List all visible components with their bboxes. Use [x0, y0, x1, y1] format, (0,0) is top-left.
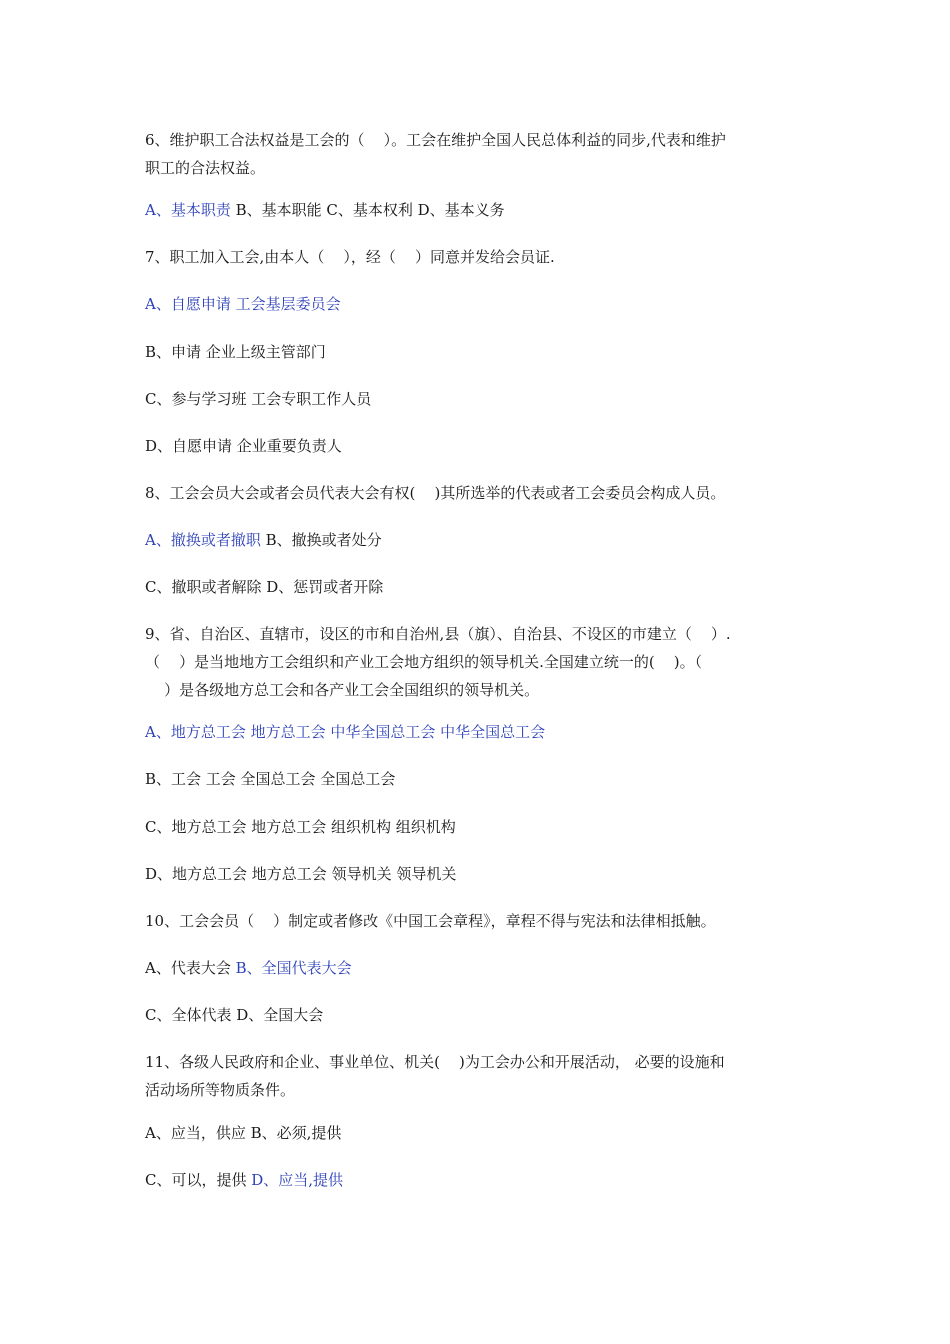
text-span: C、可以，提供 — [145, 1171, 252, 1189]
text-span: B、工会 工会 全国总工会 全国总工会 — [145, 770, 396, 788]
text-block — [145, 954, 817, 982]
text-block — [145, 1166, 817, 1194]
text-block — [145, 290, 817, 318]
highlighted-answer: A、撤换或者撤职 — [145, 531, 261, 549]
text-line — [145, 479, 817, 507]
highlighted-answer: A、自愿申请 工会基层委员会 — [145, 295, 341, 313]
text-line — [145, 1119, 817, 1147]
text-line — [145, 338, 817, 366]
text-block — [145, 765, 817, 793]
highlighted-answer: B、全国代表大会 — [235, 959, 352, 977]
text-line — [145, 154, 817, 182]
text-line — [145, 860, 817, 888]
text-block — [145, 385, 817, 413]
text-span: B、申请 企业上级主管部门 — [145, 343, 326, 361]
text-block — [145, 243, 817, 271]
text-span: （ ）是当地地方工会组织和产业工会地方组织的领导机关.全国建立统一的( )。（ — [145, 653, 703, 671]
text-block — [145, 432, 817, 460]
text-line — [145, 954, 817, 982]
text-line — [145, 126, 817, 154]
text-span: A、应当，供应 B、必须,提供 — [145, 1124, 342, 1142]
text-span: D、自愿申请 企业重要负责人 — [145, 437, 342, 455]
text-span: C、地方总工会 地方总工会 组织机构 组织机构 — [145, 818, 456, 836]
text-line — [145, 1001, 817, 1029]
text-line — [145, 765, 817, 793]
text-block — [145, 1048, 817, 1104]
text-line — [145, 1048, 817, 1076]
text-block — [145, 126, 817, 182]
text-block — [145, 338, 817, 366]
text-block — [145, 573, 817, 601]
text-span: A、代表大会 — [145, 959, 236, 977]
text-span: ）是各级地方总工会和各产业工会全国组织的领导机关。 — [145, 681, 540, 699]
text-line — [145, 432, 817, 460]
text-block — [145, 1119, 817, 1147]
text-line — [145, 1076, 817, 1104]
text-span: C、参与学习班 工会专职工作人员 — [145, 390, 372, 408]
highlighted-answer: A、基本职责 — [145, 201, 231, 219]
highlighted-answer: A、地方总工会 地方总工会 中华全国总工会 中华全国总工会 — [145, 723, 546, 741]
text-line — [145, 718, 817, 746]
text-span: B、基本职能 C、基本权利 D、基本义务 — [230, 201, 505, 219]
text-span: 活动场所等物质条件。 — [145, 1081, 296, 1099]
text-block — [145, 526, 817, 554]
text-span: 10、工会会员（ ）制定或者修改《中国工会章程》，章程不得与宪法和法律相抵触。 — [145, 912, 716, 930]
highlighted-answer: D、应当,提供 — [251, 1171, 344, 1189]
text-span: 7、职工加入工会,由本人（ ），经（ ）同意并发给会员证. — [145, 248, 555, 266]
text-line — [145, 1166, 817, 1194]
text-line — [145, 620, 817, 648]
text-span: C、全体代表 D、全国大会 — [145, 1006, 324, 1024]
text-span: 6、维护职工合法权益是工会的（ ）。工会在维护全国人民总体利益的同步,代表和维护 — [145, 131, 726, 149]
text-span: 职工的合法权益。 — [145, 159, 266, 177]
text-block — [145, 718, 817, 746]
text-block — [145, 1001, 817, 1029]
text-line — [145, 573, 817, 601]
text-block — [145, 860, 817, 888]
text-block — [145, 196, 817, 224]
text-line — [145, 243, 817, 271]
text-span: D、地方总工会 地方总工会 领导机关 领导机关 — [145, 865, 457, 883]
text-block — [145, 907, 817, 935]
text-block — [145, 620, 817, 704]
text-span: B、撤换或者处分 — [260, 531, 382, 549]
text-line — [145, 907, 817, 935]
text-block — [145, 813, 817, 841]
text-line — [145, 813, 817, 841]
text-span: C、撤职或者解除 D、惩罚或者开除 — [145, 578, 384, 596]
text-line — [145, 526, 817, 554]
text-line — [145, 676, 817, 704]
text-span: 9、省、自治区、直辖市，设区的市和自治州,县（旗）、自治县、不设区的市建立（ ）. — [145, 625, 731, 643]
text-line — [145, 290, 817, 318]
text-line — [145, 196, 817, 224]
text-span: 11、各级人民政府和企业、事业单位、机关( )为工会办公和开展活动， 必要的设施和 — [145, 1053, 725, 1071]
text-line — [145, 648, 817, 676]
text-line — [145, 385, 817, 413]
text-block — [145, 479, 817, 507]
text-span: 8、工会会员大会或者会员代表大会有权( )其所选举的代表或者工会委员会构成人员。 — [145, 484, 726, 502]
